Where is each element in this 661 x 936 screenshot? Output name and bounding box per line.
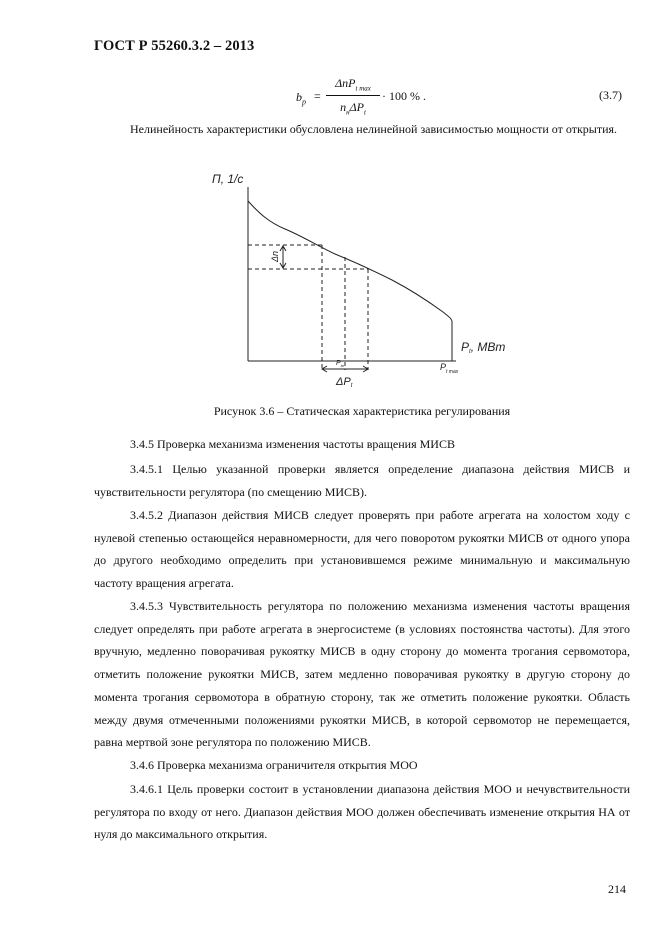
paragraph-3-4-5-2: 3.4.5.2 Диапазон действия МИСВ следует проверять при работе агрегата на холостом ходу с нулевой степенью остающейся неравномерности, для чего поворотом рукоятки МИСВ от одного упора до другого необходимо определить при установившемся режиме минимальную и максимальную частоту вращения агрегата. bbox=[94, 508, 630, 591]
delta-p-arrowheads bbox=[322, 366, 368, 372]
x-axis-label: Pt, МВт bbox=[461, 340, 506, 355]
delta-n-label: Δn bbox=[270, 250, 280, 262]
paragraph-3-4-6-1: 3.4.6.1 Цель проверки состоит в установлении диапазона действия МОО и нечувствительности регулятора по входу от него. Диапазон действия МОО должен обеспечивать изменение открытия НА от нуля до максимального открытия. bbox=[94, 782, 630, 842]
characteristic-curve bbox=[248, 201, 452, 361]
y-axis-label: П, 1/с bbox=[212, 172, 244, 186]
delta-p-label: ΔPt bbox=[336, 376, 353, 389]
formula-numerator: ΔnP$_{t max}$ bbox=[335, 76, 371, 93]
equation-number: (3.7) bbox=[599, 88, 622, 102]
formula-tail: · 100 % . bbox=[382, 89, 426, 103]
figure-caption: Рисунок 3.6 – Статическая характеристика регулирования bbox=[213, 404, 511, 418]
formula-fraction-bar bbox=[326, 95, 380, 96]
formula-denominator: $n_н\Delta P_t$ bbox=[340, 100, 366, 117]
pto-label: $P_{to}$ bbox=[336, 360, 345, 368]
formula-equals: = bbox=[314, 89, 321, 103]
paragraph-3-4-5-1: 3.4.5.1 Целью указанной проверки является определение диапазона действия МИСВ и чувствительности регулятора (по смещению МИСВ). bbox=[94, 462, 630, 499]
formula-3-7 bbox=[296, 76, 436, 124]
pmax-label: $P_{t max}$ bbox=[440, 362, 459, 375]
delta-n-arrowheads bbox=[280, 246, 286, 268]
formula-lhs: $b_p$ bbox=[296, 90, 306, 107]
section-3-4-5-heading: 3.4.5 Проверка механизма изменения частоты вращения МИСВ bbox=[130, 437, 455, 451]
intro-paragraph: Нелинейность характеристики обусловлена нелинейной зависимостью мощности от открытия. bbox=[130, 122, 618, 136]
section-3-4-6-heading: 3.4.6 Проверка механизма ограничителя открытия МОО bbox=[130, 758, 418, 772]
document-header: ГОСТ Р 55260.3.2 – 2013 bbox=[94, 38, 255, 54]
page-number: 214 bbox=[608, 882, 626, 896]
paragraph-3-4-5-3: 3.4.5.3 Чувствительность регулятора по положению механизма изменения частоты вращения следует определять при работе агрегата в энергосистеме (в условиях постоянства частоты). Для этого вручную, медленно поворачивая рукоятку МИСВ в одну сторону до момента трогания сервомотора, отметить положение рукоятки МИСВ, затем медленно поворачивая рукоятку в другую сторону до момента трогания сервомотора в обратную сторону, так же отметить положение рукоятки. Область между двумя отмеченными положениями рукоятки МИСВ, в которой сервомотор не перемещается, равна мертвой зоне регулятора по положению МИСВ. bbox=[94, 599, 630, 750]
